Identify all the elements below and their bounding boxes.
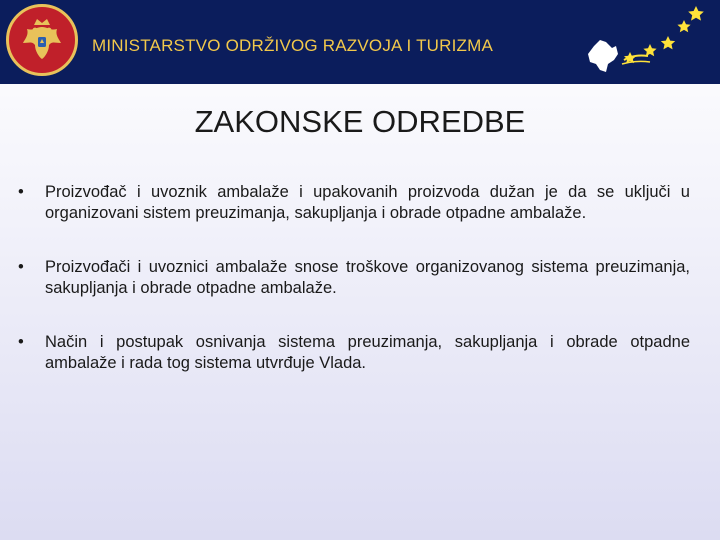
bullet-text: Proizvođač i uvoznik ambalaže i upakovanih proizvoda dužan je da se uključi u organizovani sistem preuzimanja, sakupljanja i obrade otpadne ambalaže. [45, 183, 690, 222]
bullet-marker: • [18, 183, 24, 201]
bullet-marker: • [18, 333, 24, 351]
bullet-text: Način i postupak osnivanja sistema preuzimanja, sakupljanja i obrade otpadne ambalaže i rada tog sistema utvrđuje Vlada. [45, 333, 690, 372]
slide-title: ZAKONSKE ODREDBE [194, 104, 526, 139]
header-banner [0, 0, 720, 84]
bullet-marker: • [18, 258, 24, 276]
bullet-text: Proizvođači i uvoznici ambalaže snose troškove organizovanog sistema preuzimanja, sakupljanja i obrade otpadne ambalaže. [45, 258, 690, 297]
bullet-item [18, 332, 690, 374]
ministry-title: MINISTARSTVO ODRŽIVOG RAZVOJA I TURIZMA [92, 36, 494, 55]
bullet-item [18, 257, 690, 299]
map-with-stars-icon [578, 0, 720, 84]
bullet-list [18, 182, 690, 407]
montenegro-coat-of-arms-icon [6, 4, 78, 76]
bullet-item [18, 182, 690, 224]
